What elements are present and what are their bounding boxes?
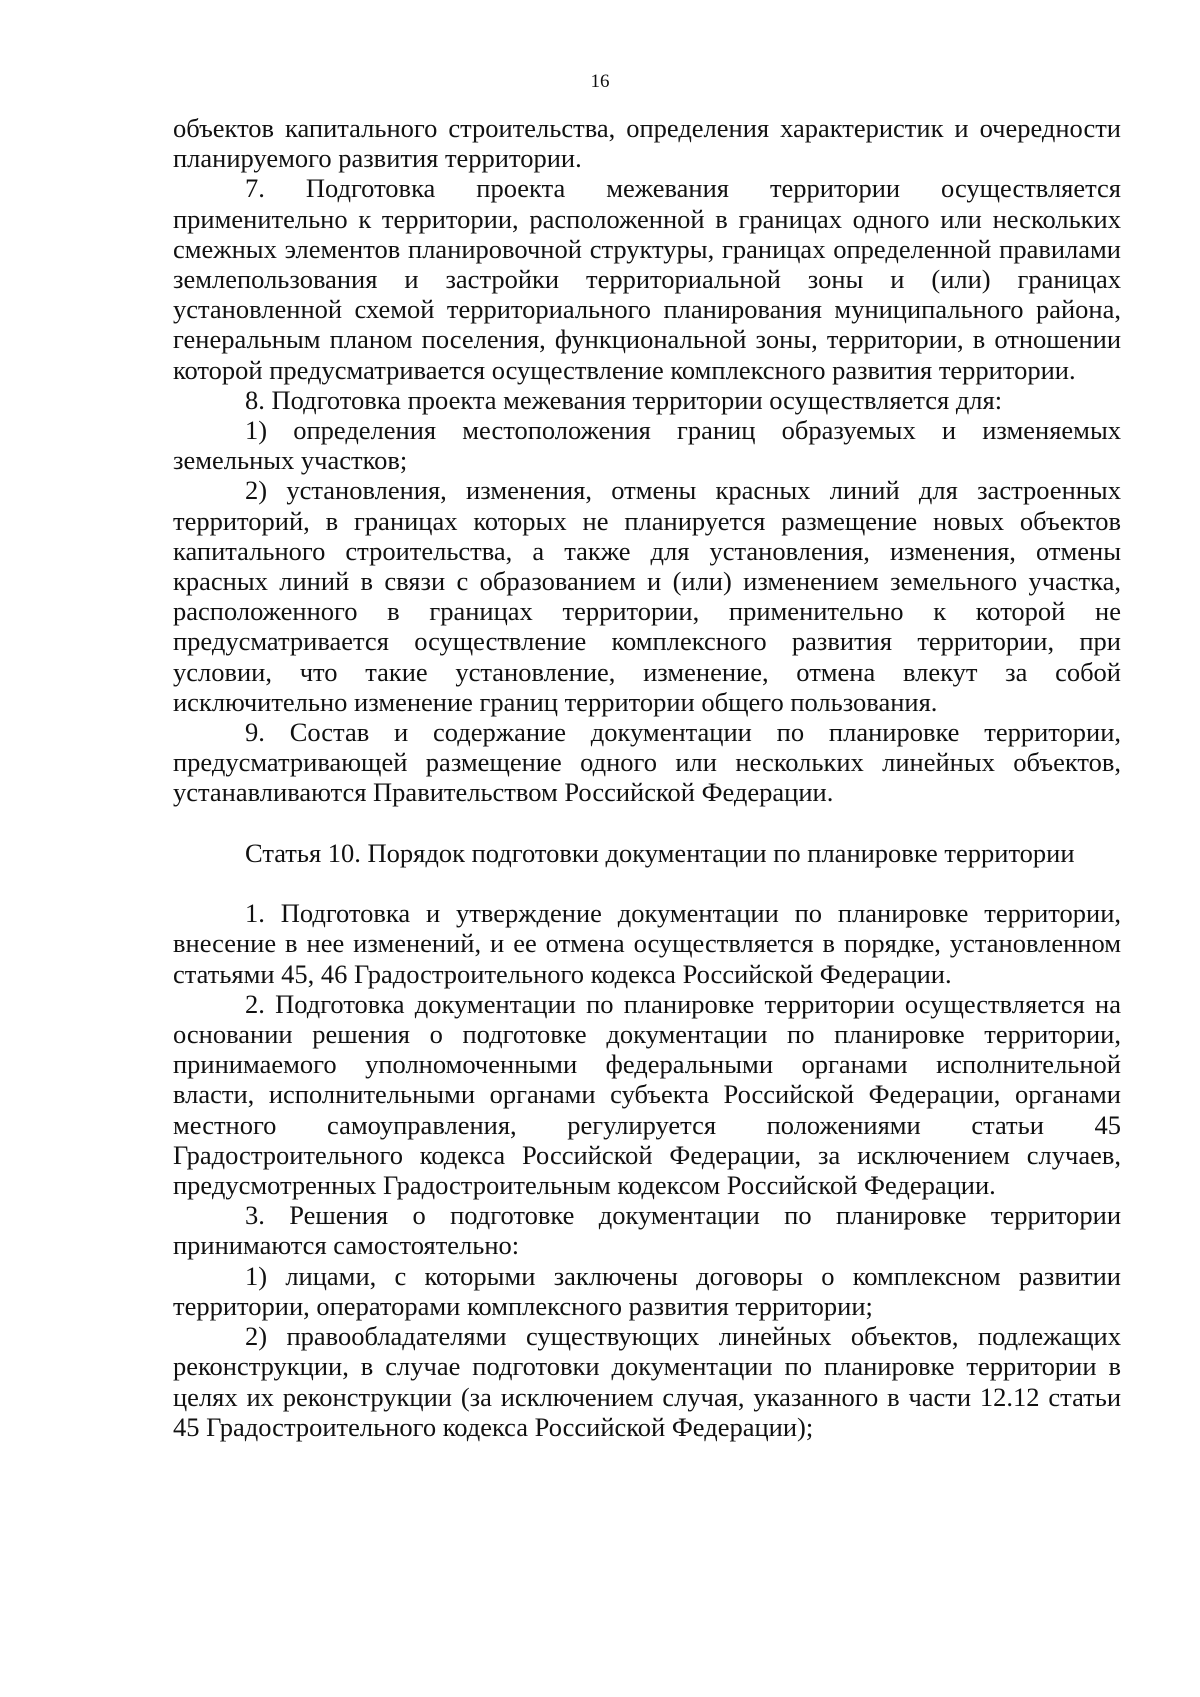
- paragraph-item-8: 8. Подготовка проекта межевания территории осуществляется для:: [245, 384, 1003, 415]
- paragraph-subitem-8-2: 2) установления, изменения, отмены красных линий для застроенных территорий, в границах которых не планируется размещение новых объектов капитального строительства, а также для установления, изменения, отмены красных линий в связи с образованием и (или) изменением земельного участка, расположенного в границах территории, применительно к которой не предусматривается осуществление комплексного развития территории, при условии, что такие установление, изменение, отмена влекут за собой исключительно изменение границ территории общего пользования.: [173, 475, 1121, 717]
- paragraph-subitem-8-1: 1) определения местоположения границ образуемых и изменяемых земельных участков;: [173, 415, 1121, 476]
- article-heading: Статья 10. Порядок подготовки документации по планировке территории: [245, 837, 1075, 868]
- paragraph-item-7: 7. Подготовка проекта межевания территории осуществляется применительно к территории, расположенной в границах одного или нескольких смежных элементов планировочной структуры, границах определенной правилами землепользования и застройки территориальной зоны и (или) границах установленной схемой территориального планирования муниципального района, генеральным планом поселения, функциональной зоны, территории, в отношении которой предусматривается осуществление комплексного развития территории.: [173, 173, 1121, 385]
- paragraph-continuation: объектов капитального строительства, определения характеристик и очередности планируемого развития территории.: [173, 113, 1121, 174]
- paragraph-item-9: 9. Состав и содержание документации по планировке территории, предусматривающей размещение одного или нескольких линейных объектов, устанавливаются Правительством Российской Федерации.: [173, 717, 1121, 808]
- paragraph-article10-item-3: 3. Решения о подготовке документации по планировке территории принимаются самостоятельно:: [173, 1200, 1121, 1261]
- spacer: [173, 868, 1121, 898]
- paragraph-article10-subitem-3-1: 1) лицами, с которыми заключены договоры о комплексном развитии территории, операторами комплексного развития территории;: [173, 1260, 1121, 1321]
- document-body: [173, 113, 1121, 1442]
- paragraph-article10-subitem-3-2: 2) правообладателями существующих линейных объектов, подлежащих реконструкции, в случае подготовки документации по планировке территории в целях их реконструкции (за исключением случая, указанного в части 12.12 статьи 45 Градостроительного кодекса Российской Федерации);: [173, 1321, 1121, 1442]
- page-number: 16: [590, 71, 610, 92]
- paragraph-article10-item-2: 2. Подготовка документации по планировке территории осуществляется на основании решения о подготовке документации по планировке территории, принимаемого уполномоченными федеральными органами исполнительной власти, исполнительными органами субъекта Российской Федерации, органами местного самоуправления, регулируется положениями статьи 45 Градостроительного кодекса Российской Федерации, за исключением случаев, предусмотренных Градостроительным кодексом Российской Федерации.: [173, 988, 1121, 1201]
- paragraph-article10-item-1: 1. Подготовка и утверждение документации по планировке территории, внесение в нее изменений, и ее отмена осуществляется в порядке, установленном статьями 45, 46 Градостроительного кодекса Российской Федерации.: [173, 898, 1121, 989]
- spacer: [173, 808, 1121, 838]
